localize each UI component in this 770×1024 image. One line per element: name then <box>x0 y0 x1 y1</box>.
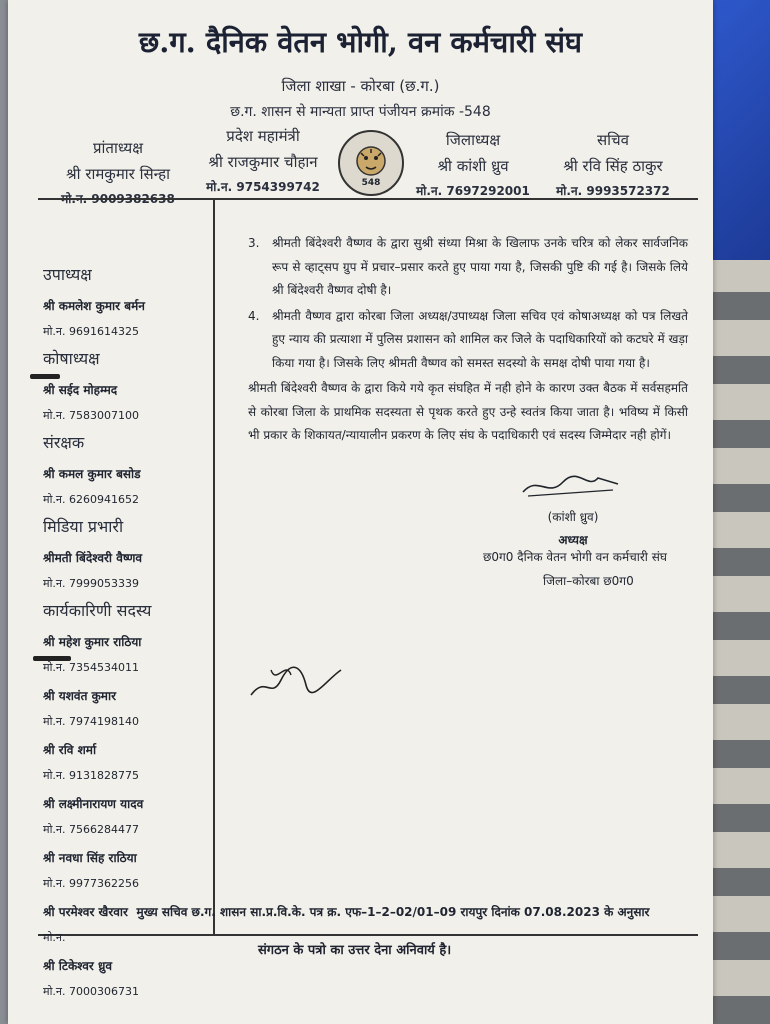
member-name: श्री सईद मोहम्मद <box>43 383 118 397</box>
member-name: श्री टिकेश्वर ध्रुव <box>43 959 113 973</box>
section-media: मिडिया प्रभारी <box>43 517 124 536</box>
officer-sachiv <box>533 130 693 199</box>
officer-mobile: मो.न. 7697292001 <box>416 184 530 198</box>
member-mobile: मो.न. 9131828775 <box>43 769 140 782</box>
officer-role: प्रांताध्यक्ष <box>93 139 143 157</box>
member-mobile: मो.न. <box>43 931 66 944</box>
signatory-name: (कांशी ध्रुव) <box>547 510 599 524</box>
officer-pranta <box>38 138 198 207</box>
conclusion-text: श्रीमती बिंदेश्वरी वैष्णव के द्वारा किये गये कृत संघहित में नही होने के कारण उक्त बैठक में सर्वसहमति से कोरबा जिला के प्राथमिक सदस्यता से पृथक करते हुए उन्हे स्वतंत्र किया जाता है। भविष्य में किसी भी प्रकार के शिकायत/न्यायालीन प्रकरण के लिए संघ के पदाधिकारी एवं सदस्य जिम्मेदार नही होगें। <box>248 381 688 442</box>
point-4 <box>248 305 688 376</box>
footer-notice: मुख्य सचिव छ.ग. शासन सा.प्र.वि.के. पत्र क्र. एफ–1–2–02/01–09 रायपुर दिनांक 07.08.2023 के अनुसार <box>136 905 650 919</box>
member-name: श्री नवधा सिंह राठिया <box>43 851 137 865</box>
district-branch: जिला शाखा - कोरबा (छ.ग.) <box>281 77 440 95</box>
member-name: श्री कमल कुमार बसोड <box>43 467 141 481</box>
signatory-org: छ0ग0 दैनिक वेतन भोगी वन कर्मचारी संघ <box>483 550 667 564</box>
point-text: श्रीमती बिंदेश्वरी वैष्णव के द्वारा सुश्री संध्या मिश्रा के खिलाफ उनके चरित्र को लेकर सार्वजनिक रूप से व्हाट्सप ग्रुप में प्रचार–प्रसार करते हुए पाया गया है, जिसकी पुष्टि की गई है। जिसके लिये श्री बिंदेश्वरी वैष्णव दोषी है। <box>272 236 688 297</box>
point-text: श्रीमती वैष्णव द्वारा कोरबा जिला अध्यक्ष/उपाध्यक्ष जिला सचिव एवं कोषाअध्यक्ष को पत्र लिखते हुए न्याय की प्रत्याशा में पुलिस प्रशासन को शामिल कर जिले के पदाधिकारियों को कटघरे में खड़ा किया गया है। जिसके लिए श्रीमती वैष्णव को समस्त सदस्यो के समक्ष दोषी पाया गया है। <box>272 308 688 370</box>
member-name: श्री रवि शर्मा <box>43 743 97 757</box>
point-number: 4. <box>248 308 260 323</box>
officer-role: प्रदेश महामंत्री <box>226 127 300 145</box>
member-mobile: मो.न. 9977362256 <box>43 877 140 890</box>
footer-note: संगठन के पत्रो का उत्तर देना अनिवार्य है। <box>258 943 452 958</box>
signatory-title: अध्यक्ष <box>558 533 588 547</box>
ink-mark <box>30 374 60 379</box>
section-sanrakshak: संरक्षक <box>43 433 85 452</box>
member-mobile: मो.न. 9691614325 <box>43 325 140 338</box>
member-mobile: मो.न. 7583007100 <box>43 409 140 422</box>
member-name: श्री परमेश्वर खैरवार <box>43 905 128 919</box>
officer-jiladhyaksh <box>403 130 543 199</box>
handwritten-signature-icon <box>246 655 346 709</box>
letter-body <box>248 232 688 448</box>
registration-line: छ.ग. शासन से मान्यता प्राप्त पंजीयन क्रमांक -548 <box>230 104 491 120</box>
member-name: श्री यशवंत कुमार <box>43 689 116 703</box>
point-number: 3. <box>248 236 260 250</box>
letterhead-document <box>8 0 713 1024</box>
sidebar-members <box>43 255 208 999</box>
officer-mobile: मो.न. 9754399742 <box>206 180 320 194</box>
signatory-place: जिला–कोरबा छ0ग0 <box>543 574 634 588</box>
officer-mobile: मो.न. 9993572372 <box>556 184 670 198</box>
member-name: श्री महेश कुमार राठिया <box>43 635 142 649</box>
emblem-number: 548 <box>361 178 381 188</box>
member-name: श्री लक्ष्मीनारायण यादव <box>43 797 144 811</box>
tiger-emblem-icon <box>338 130 404 196</box>
member-name: श्री कमलेश कुमार बर्मन <box>43 299 145 313</box>
officer-name: श्री रामकुमार सिन्हा <box>66 165 170 183</box>
officer-role: जिलाध्यक्ष <box>445 131 501 149</box>
point-3 <box>248 232 688 303</box>
member-mobile: मो.न. 7566284477 <box>43 823 140 836</box>
signature-scribble-icon <box>518 470 628 500</box>
member-mobile: मो.न. 7354534011 <box>43 661 140 674</box>
header-divider <box>38 198 698 200</box>
section-upadhyaksh: उपाध्यक्ष <box>43 265 92 284</box>
officer-name: श्री राजकुमार चौहान <box>208 153 318 171</box>
officer-name: श्री रवि सिंह ठाकुर <box>563 157 663 175</box>
member-mobile: मो.न. 7000306731 <box>43 985 140 998</box>
member-mobile: मो.न. 6260941652 <box>43 493 140 506</box>
member-mobile: मो.न. 7999053339 <box>43 577 140 590</box>
section-karyakarini: कार्यकारिणी सदस्य <box>43 601 152 620</box>
organization-title: छ.ग. दैनिक वेतन भोगी, वन कर्मचारी संघ <box>138 25 583 59</box>
officer-name: श्री कांशी ध्रुव <box>437 157 509 175</box>
ink-mark <box>33 656 71 661</box>
member-mobile: मो.न. 7974198140 <box>43 715 140 728</box>
signature-block <box>473 470 673 548</box>
section-koshadhyaksh: कोषाध्यक्ष <box>43 349 100 368</box>
sidebar-divider <box>213 198 215 936</box>
member-name: श्रीमती बिंदेश्वरी वैष्णव <box>43 551 143 565</box>
officer-mahamantri <box>188 126 338 195</box>
officer-role: सचिव <box>597 131 629 149</box>
